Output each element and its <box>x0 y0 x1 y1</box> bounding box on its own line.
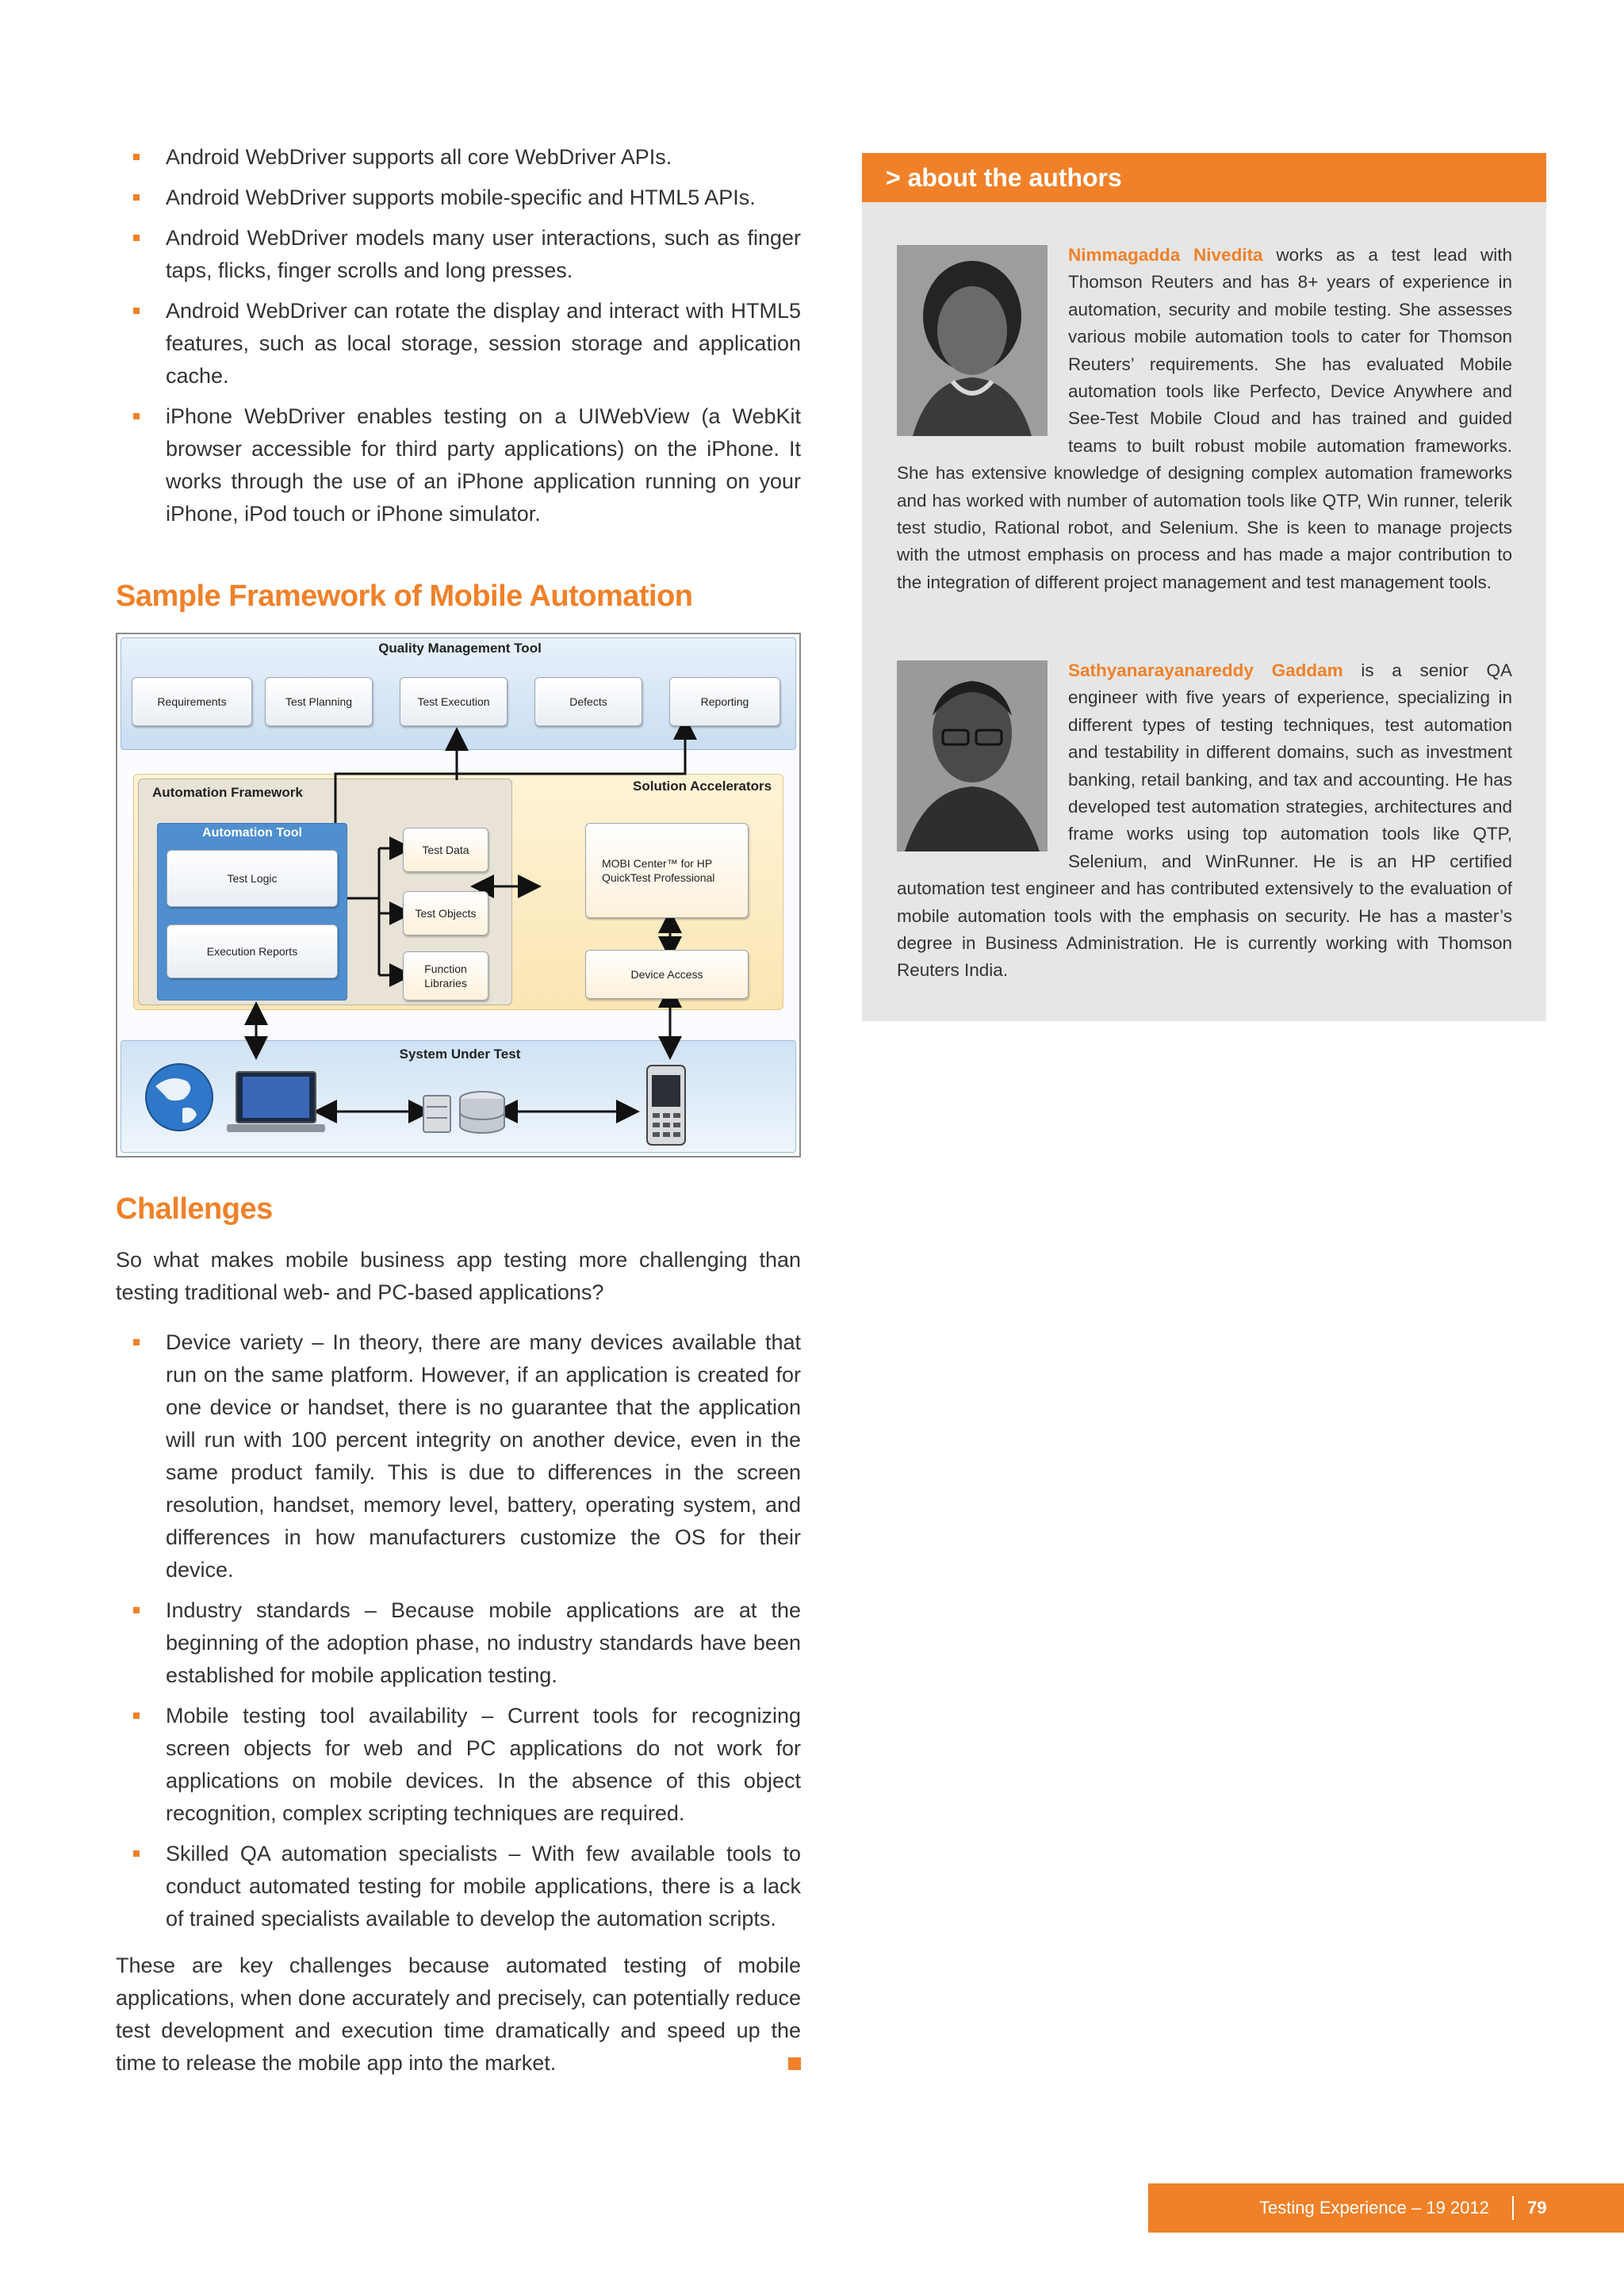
bullet-square-icon <box>133 154 140 160</box>
server-icon <box>423 1096 450 1132</box>
list-item: Skilled QA automation specialists – With few available tools to conduct automated testing for mobile applications, there is a lack of trained specialists available to develop the automation scripts. <box>116 1838 801 1935</box>
qmt-reporting: Reporting <box>669 677 780 726</box>
mobile-automation-framework-diagram <box>116 633 801 1158</box>
qmt-test-planning: Test Planning <box>265 677 373 726</box>
list-item: Android WebDriver supports all core WebDriver APIs. <box>116 141 801 174</box>
solution-accelerators-label: Solution Accelerators <box>633 779 772 794</box>
qmt-test-execution: Test Execution <box>400 677 508 726</box>
bullet-square-icon <box>133 194 140 201</box>
challenges-list <box>116 1326 801 1935</box>
author-name-gaddam: Sathyanarayanareddy Gaddam <box>1068 660 1343 680</box>
sut-title: System Under Test <box>399 1047 521 1062</box>
author-photo-gaddam <box>897 660 1048 851</box>
challenges-intro-paragraph: So what makes mobile business app testing more challenging than testing traditional web- and PC-based applications? <box>116 1248 801 1304</box>
bullet-square-icon <box>133 413 140 419</box>
list-item: Android WebDriver supports mobile-specific and HTML5 APIs. <box>116 182 801 214</box>
bullet-square-icon <box>133 1339 140 1345</box>
end-of-article-square-icon <box>788 2057 801 2070</box>
test-objects-box: Test Objects <box>403 891 488 936</box>
automation-tool-label: Automation Tool <box>202 826 302 840</box>
bullet-square-icon <box>133 308 140 314</box>
author-bio-nivedita: Nimmagadda Nivedita works as a test lead with Thomson Reuters and has 8+ years of experience in automation, security and mobile testing. She assesses various mobile automation tools to cater for Thomson Reuters’ requirements. She has evaluated Mobile automation tools like Perfecto, Device Anywhere and See-Test Mobile Cloud and has trained and guided teams to built robust mobile automation frameworks. She has extensive knowledge of designing complex automation frameworks and has worked with number of automation tools like QTP, Win runner, telerik test studio, Rational robot, and Selenium. She is keen to manage projects with the utmost emphasis on process and has made a major contribution to the integration of different project management and test management tools. <box>897 245 1512 592</box>
closing-paragraph: These are key challenges because automated testing of mobile applications, when done accurately and precisely, can potentially reduce test development and execution time dramatically and speed up the time to release the mobile app into the market. <box>116 1954 801 2075</box>
mobile-phone-icon <box>647 1066 685 1145</box>
list-item: Android WebDriver can rotate the display and interact with HTML5 features, such as local storage, session storage and application cache. <box>116 295 801 392</box>
authors-header: > about the authors <box>862 153 1546 202</box>
author-photo-nivedita <box>897 245 1048 436</box>
about-the-authors-panel <box>862 153 1546 1021</box>
bullet-square-icon <box>133 1607 140 1613</box>
section-heading-challenges: Challenges <box>116 1192 273 1226</box>
bullet-square-icon <box>133 235 140 241</box>
footer-divider <box>1512 2196 1514 2220</box>
bullet-square-icon <box>133 1850 140 1857</box>
bullet-square-icon <box>133 1712 140 1719</box>
section-heading-sample-framework: Sample Framework of Mobile Automation <box>116 580 693 613</box>
qmt-requirements: Requirements <box>132 677 252 726</box>
left-column <box>116 141 801 2080</box>
webdriver-feature-list <box>116 141 801 530</box>
page-footer <box>1148 2183 1624 2233</box>
device-access-box: Device Access <box>585 950 749 999</box>
mobi-center-box: MOBI Center™ for HP QuickTest Professional <box>585 823 749 918</box>
list-item: iPhone WebDriver enables testing on a UIWebView (a WebKit browser accessible for third party applications) on the iPhone. It works through the use of an iPhone application running on your iPhone, iPod touch or iPhone simulator. <box>116 400 801 530</box>
page-number: 79 <box>1527 2198 1547 2218</box>
function-libraries-box: Function Libraries <box>403 951 488 1001</box>
automation-framework-label: Automation Framework <box>152 785 303 800</box>
author-name-nivedita: Nimmagadda Nivedita <box>1068 245 1263 265</box>
test-data-box: Test Data <box>403 828 488 872</box>
qmt-title: Quality Management Tool <box>378 641 542 656</box>
laptop-icon <box>227 1072 325 1132</box>
database-icon <box>460 1092 504 1133</box>
list-item: Mobile testing tool availability – Current tools for recognizing screen objects for web and PC applications do not work for applications on mobile devices. In the absence of this object recognition, complex scripting techniques are required. <box>116 1700 801 1830</box>
list-item: Device variety – In theory, there are many devices available that run on the same platform. However, if an application is created for one device or handset, there is no guarantee that the application will run with 100 percent integrity on another device, even in the same product family. This is due to differences in the screen resolution, handset, memory level, battery, operating system, and differences in how manufacturers customize the OS for their device. <box>116 1326 801 1586</box>
globe-icon <box>146 1064 213 1131</box>
test-logic-box: Test Logic <box>167 850 338 907</box>
list-item: Industry standards – Because mobile applications are at the beginning of the adoption phase, no industry standards have been established for mobile application testing. <box>116 1594 801 1692</box>
author-bio-gaddam: Sathyanarayanareddy Gaddam is a senior QA engineer with five years of experience, specializing in different types of testing techniques, test automation and testability in different domains, such as investment banking, retail banking, and tax and accounting. He has developed test automation strategies, architectures and frame works using top automation tools like QTP, Selenium, and WinRunner. He is an HP certified automation test engineer and has contributed extensively to the evaluation of mobile automation tools with the emphasis on security. He has a master’s degree in Business Administration. He is currently working with Thomson Reuters India. <box>897 660 1513 981</box>
execution-reports-box: Execution Reports <box>167 924 338 978</box>
list-item: Android WebDriver models many user interactions, such as finger taps, flicks, finger scrolls and long presses. <box>116 222 801 287</box>
magazine-issue-label: Testing Experience – 19 2012 <box>1259 2198 1489 2218</box>
qmt-defects: Defects <box>534 677 642 726</box>
